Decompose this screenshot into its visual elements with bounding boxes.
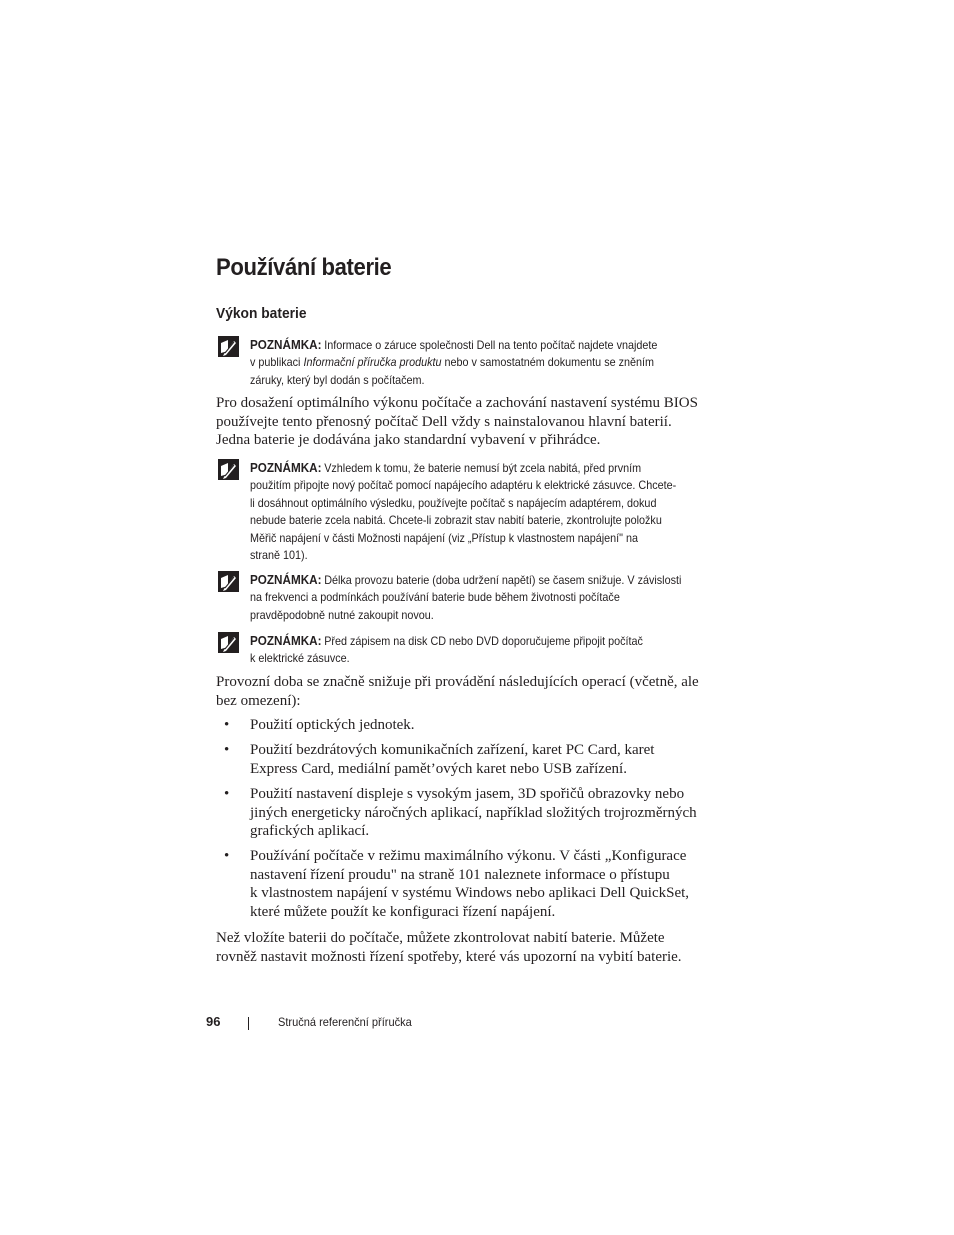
list-item: • Použití optických jednotek. xyxy=(224,717,415,733)
section-heading: Výkon baterie xyxy=(216,305,307,322)
paragraph-1: Pro dosažení optimálního výkonu počítače a zachování nastavení systému BIOS používejte tento přenosný počítač Dell vždy s nainstalovanou hlavní baterií. Jedna baterie je dodávána jako standardní vybavení v přihrádce. xyxy=(216,395,698,449)
note-label: POZNÁMKA: xyxy=(250,633,322,648)
bullet-symbol: • xyxy=(224,717,230,733)
list-item: • Používání počítače v režimu maximálního výkonu. V části „Konfigurace nastavení řízení proudu" na straně 101 naleznete informace o přístupu k vlastnostem napájení v systému Windows nebo aplikaci Dell QuickSet, které můžete použít ke konfiguraci řízení napájení. xyxy=(224,848,690,920)
note-label: POZNÁMKA: xyxy=(250,572,322,587)
note-1 xyxy=(218,336,718,389)
list-item: • Použití nastavení displeje s vysokým jasem, 3D spořičů obrazovky nebo jiných energeticky náročných aplikací, například složitých trojrozměrných grafických aplikací. xyxy=(224,786,697,840)
page-number: 96 xyxy=(206,1014,221,1029)
page-heading: Používání baterie xyxy=(216,254,392,281)
note-text: POZNÁMKA: Délka provozu baterie (doba udržení napětí) se časem snižuje. V závislosti na frekvenci a podmínkách používání baterie bude během životnosti počítače pravděpodobně nutné zakoupit novou. xyxy=(250,572,682,622)
note-label: POZNÁMKA: xyxy=(250,460,322,475)
paragraph-2: Provozní doba se značně snižuje při provádění následujících operací (včetně, ale bez omezení): xyxy=(216,674,699,709)
note-3 xyxy=(218,571,718,624)
footer-title: Stručná referenční příručka xyxy=(278,1015,412,1029)
pencil-note-icon xyxy=(218,571,239,592)
paragraph-3: Než vložíte baterii do počítače, můžete zkontrolovat nabití baterie. Můžete rovněž nastavit možnosti řízení spotřeby, které vás upozorní na vybití baterie. xyxy=(216,930,682,965)
note-text: POZNÁMKA: Informace o záruce společnosti Dell na tento počítač najdete vnajdete v publikaci Informační příručka produktu nebo v samostatném dokumentu se zněním záruky, který byl dodán s počítačem. xyxy=(250,337,658,387)
note-4 xyxy=(218,632,718,668)
document-title: Informační příručka produktu xyxy=(303,355,442,370)
bullet-symbol: • xyxy=(224,848,230,864)
bullet-symbol: • xyxy=(224,786,230,802)
note-2 xyxy=(218,459,718,564)
pencil-note-icon xyxy=(218,632,239,653)
footer-divider xyxy=(248,1017,249,1030)
note-text: POZNÁMKA: Před zápisem na disk CD nebo DVD doporučujeme připojit počítač k elektrické zásuvce. xyxy=(250,633,643,666)
note-label: POZNÁMKA: xyxy=(250,337,322,352)
list-item: • Použití bezdrátových komunikačních zařízení, karet PC Card, karet Express Card, mediální pamět’ových karet nebo USB zařízení. xyxy=(224,742,655,777)
bullet-symbol: • xyxy=(224,742,230,758)
pencil-note-icon xyxy=(218,336,239,357)
pencil-note-icon xyxy=(218,459,239,480)
note-text: POZNÁMKA: Vzhledem k tomu, že baterie nemusí být zcela nabitá, před prvním použitím připojte nový počítač pomocí napájecího adaptéru k elektrické zásuvce. Chcete- li dosáhnout optimálního výsledku, používejte počítač s napájecím adaptérem, dokud nebude baterie zcela nabitá. Chcete-li zobrazit stav nabití baterie, zkontrolujte položku Měřič napájení v části Možnosti napájení (viz „Přístup k vlastnostem napájení" na straně 101). xyxy=(250,460,677,563)
